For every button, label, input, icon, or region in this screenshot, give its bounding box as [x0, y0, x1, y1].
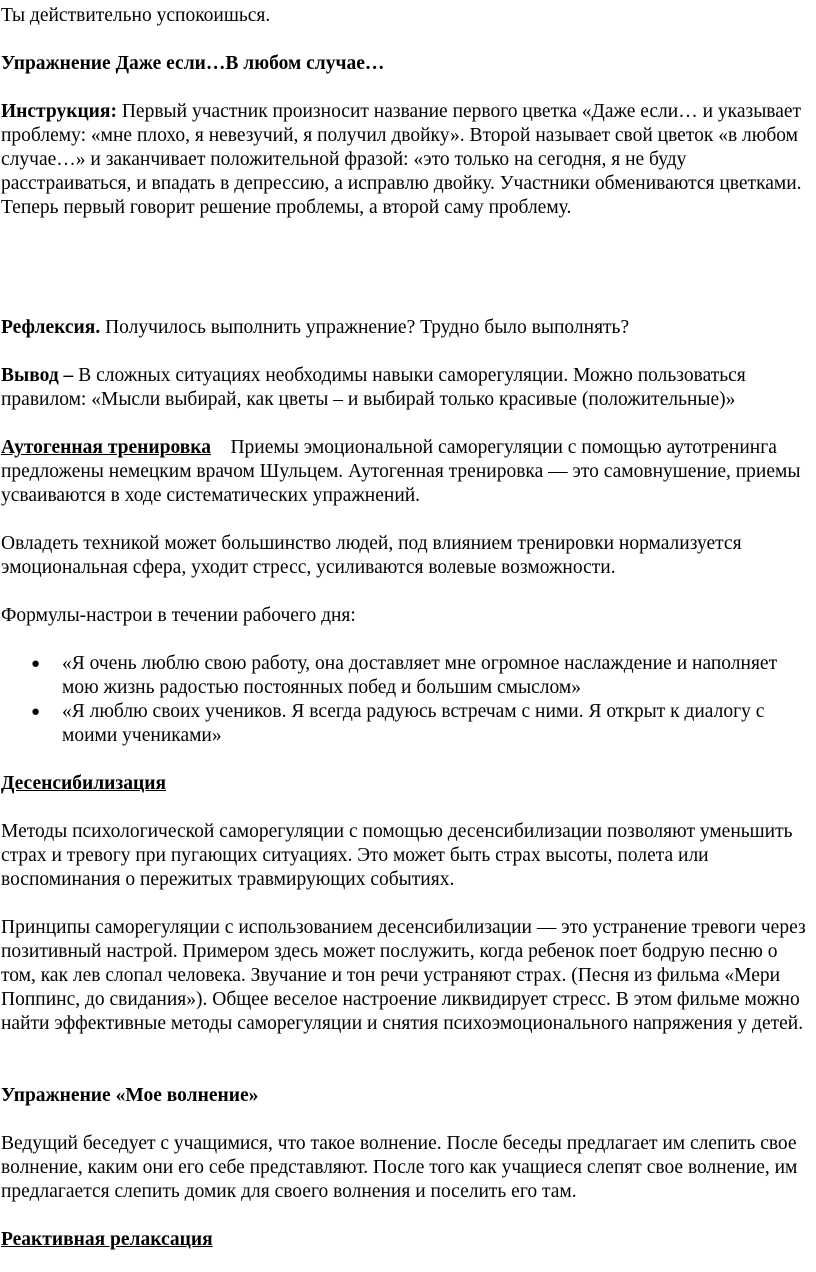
conclusion-text: В сложных ситуациях необходимы навыки саморегуляции. Можно пользоваться правилом: «Мысли выбирай, как цветы – и выбирай только красивые (положительные)» [1, 365, 746, 410]
list-item [1, 700, 813, 748]
paragraph-principles: Принципы саморегуляции с использованием десенсибилизации — это устранение тревоги через позитивный настрой. Примером здесь может послужить, когда ребенок поет бодрую песню о том, как лев слопал человека. Звучание и тон речи устраняют страх. (Песня из фильма «Мери Поппинс, до свидания»). Общее веселое настроение ликвидирует стресс. В этом фильме можно найти эффективные методы саморегуляции и снятия психоэмоционального напряжения у детей. [1, 917, 806, 1034]
heading-reactive-relaxation: Реактивная релаксация [1, 1229, 213, 1250]
reflection-text: Получилось выполнить упражнение? Трудно было выполнять? [100, 317, 630, 338]
paragraph-host: Ведущий беседует с учащимися, что такое волнение. После беседы предлагает им слепить свое волнение, каким они его себе представляют. После того как учащиеся слепят свое волнение, им предлагается слепить домик для своего волнения и поселить его там. [1, 1133, 798, 1202]
instruction-text: Первый участник произносит название первого цветка «Даже если… и указывает проблему: «мне плохо, я невезучий, я получил двойку». Второй называет свой цветок «в любом случае…» и заканчивает положительной фразой: «это только на сегодня, я не буду расстраиваться, и впадать в депрессию, а исправлю двойку. Участники обмениваются цветками. Теперь первый говорит решение проблемы, а второй саму проблему. [1, 101, 802, 218]
paragraph-calm: Ты действительно успокоишься. [1, 5, 271, 26]
paragraph-methods: Методы психологической саморегуляции с помощью десенсибилизации позволяют уменьшить страх и тревогу при пугающих ситуациях. Это может быть страх высоты, полета или воспоминания о пережитых травмирующих событиях. [1, 821, 793, 890]
heading-desensitization: Десенсибилизация [1, 773, 166, 794]
reflection-label: Рефлексия. [1, 317, 101, 338]
paragraph-master-technique: Овладеть техникой может большинство людей, под влиянием тренировки нормализуется эмоциональная сфера, уходит стресс, усиливаются волевые возможности. [1, 533, 742, 578]
paragraph-instruction [1, 100, 813, 220]
paragraph-reflection [1, 316, 813, 340]
bullet-dot-icon: ● [31, 656, 41, 672]
list-item-text: «Я люблю своих учеников. Я всегда радуюсь встречам с ними. Я открыт к диалогу с моими учениками» [62, 701, 765, 746]
bullet-list-formulas [1, 652, 813, 748]
paragraph-conclusion [1, 364, 813, 412]
heading-exercise-my-anxiety: Упражнение «Мое волнение» [1, 1085, 259, 1106]
instruction-label: Инструкция: [1, 101, 117, 122]
paragraph-formulas: Формулы-настрои в течении рабочего дня: [1, 605, 356, 626]
heading-exercise-even-if: Упражнение Даже если…В любом случае… [1, 53, 385, 74]
autogenic-heading: Аутогенная тренировка [1, 437, 211, 458]
bullet-dot-icon: ● [31, 704, 41, 720]
paragraph-autogenic [1, 436, 813, 508]
list-item [1, 652, 813, 700]
conclusion-label: Вывод – [1, 365, 74, 386]
autogenic-text: Приемы эмоциональной саморегуляции с помощью аутотренинга предложены немецким врачом Шульцем. Аутогенная тренировка — это самовнушение, приемы усваиваются в ходе систематических упражнений. [1, 437, 806, 506]
list-item-text: «Я очень люблю свою работу, она доставляет мне огромное наслаждение и наполняет мою жизнь радостью постоянных побед и большим смыслом» [62, 653, 778, 698]
